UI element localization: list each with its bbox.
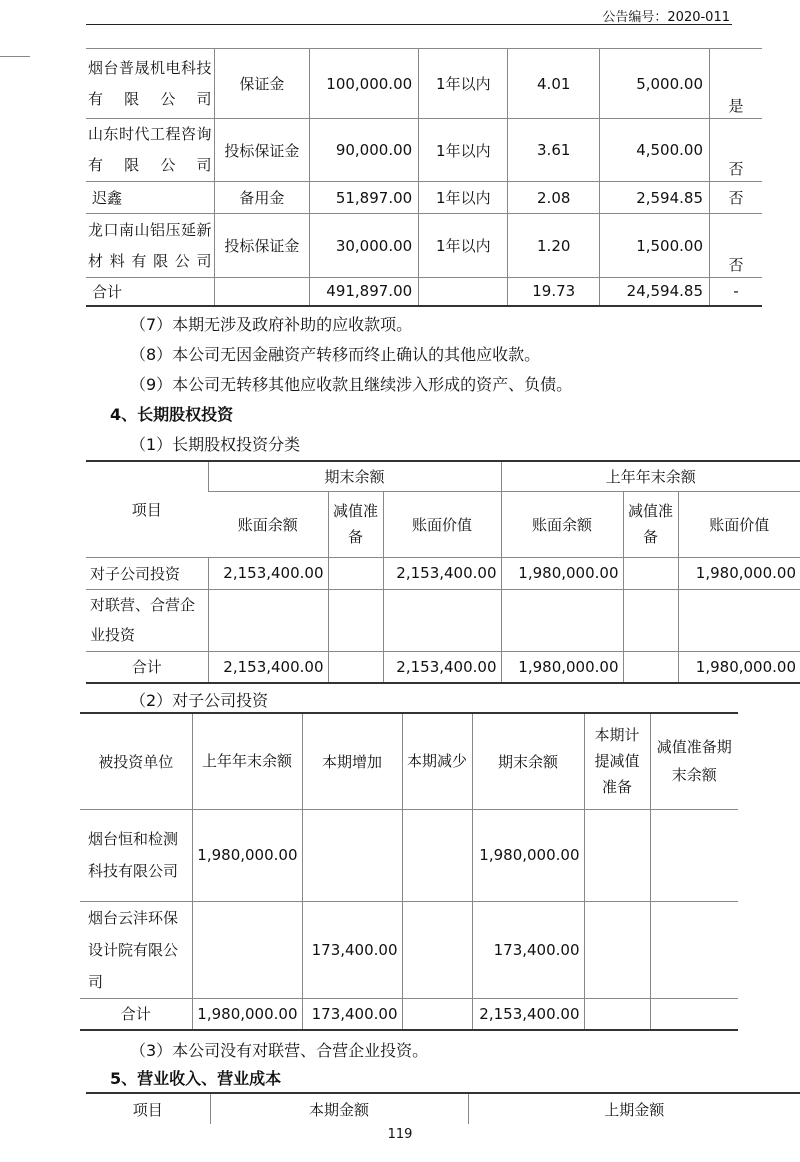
end-book-value: 2,153,400.00 <box>383 557 501 589</box>
total-row <box>86 278 762 306</box>
header-item: 项目 <box>86 1093 210 1124</box>
unit-name: 山东时代工程咨询有限公司 <box>86 119 214 182</box>
end-impairment <box>328 651 383 683</box>
equity-investment-classification-table <box>86 460 800 684</box>
margin-mark <box>0 56 30 57</box>
aging: 1年以内 <box>419 182 508 214</box>
prev-impairment <box>623 557 678 589</box>
header-book-value: 账面价值 <box>678 491 800 557</box>
related-flag: 否 <box>710 214 763 278</box>
total-related: - <box>710 278 763 306</box>
ratio: 2.08 <box>508 182 600 214</box>
note-9: （9）本公司无转移其他应收款且继续涉入形成的资产、负债。 <box>130 375 573 394</box>
prev-book-balance: 1,980,000.00 <box>501 651 623 683</box>
page-number: 119 <box>387 1127 413 1142</box>
header-item: 项目 <box>86 461 208 557</box>
row-label: 对联营、合营企业投资 <box>86 589 208 651</box>
provision: 1,500.00 <box>599 214 709 278</box>
related-flag: 是 <box>710 49 763 119</box>
aging: 1年以内 <box>419 49 508 119</box>
table-row <box>86 119 762 182</box>
decrease <box>402 809 472 901</box>
total-increase: 173,400.00 <box>302 998 402 1030</box>
total-impairment-end <box>650 998 738 1030</box>
header-row <box>86 1093 800 1124</box>
amount: 30,000.00 <box>310 214 419 278</box>
total-row <box>86 651 800 683</box>
end-book-balance: 2,153,400.00 <box>208 651 328 683</box>
subsection-2-heading: （2）对子公司投资 <box>130 691 269 710</box>
provision: 4,500.00 <box>599 119 709 182</box>
end-book-value: 2,153,400.00 <box>383 651 501 683</box>
prev-book-value <box>678 589 800 651</box>
ratio: 1.20 <box>508 214 600 278</box>
section-4-heading: 4、长期股权投资 <box>110 405 234 424</box>
header-previous: 上期金额 <box>468 1093 800 1124</box>
prev-end <box>192 901 302 998</box>
table-row <box>86 589 800 651</box>
unit-name: 龙口南山铝压延新材料有限公司 <box>86 214 214 278</box>
total-prev-end: 1,980,000.00 <box>192 998 302 1030</box>
announcement-number: 公告编号：2020-011 <box>602 10 730 25</box>
total-row <box>80 998 738 1030</box>
related-flag: 否 <box>710 119 763 182</box>
investee-name: 烟台恒和检测科技有限公司 <box>80 809 192 901</box>
section-5-heading: 5、营业收入、营业成本 <box>110 1069 282 1088</box>
provision: 5,000.00 <box>599 49 709 119</box>
header-end-balance: 期末余额 <box>208 461 501 491</box>
table-row <box>86 182 762 214</box>
impairment-end <box>650 809 738 901</box>
header-decrease: 本期减少 <box>402 713 472 809</box>
prev-impairment <box>623 651 678 683</box>
subsection-3-note: （3）本公司没有对联营、合营企业投资。 <box>130 1041 429 1060</box>
total-amount: 491,897.00 <box>310 278 419 306</box>
header-impairment-accrued: 本期计提减值准备 <box>584 713 650 809</box>
end-impairment <box>328 557 383 589</box>
header-book-value: 账面价值 <box>383 491 501 557</box>
table-row <box>80 901 738 998</box>
end-balance: 173,400.00 <box>472 901 584 998</box>
header-book-balance: 账面余额 <box>501 491 623 557</box>
header-prev-balance: 上年年末余额 <box>501 461 800 491</box>
header-prev-end: 上年年末余额 <box>192 713 302 809</box>
prev-book-balance: 1,980,000.00 <box>501 557 623 589</box>
nature: 备用金 <box>214 182 310 214</box>
total-impairment-accrued <box>584 998 650 1030</box>
table-row <box>86 557 800 589</box>
subsidiary-investment-table <box>80 712 738 1031</box>
total-label: 合计 <box>86 651 208 683</box>
decrease <box>402 901 472 998</box>
header-end-balance: 期末余额 <box>472 713 584 809</box>
increase <box>302 809 402 901</box>
header-impairment-end: 减值准备期末余额 <box>650 713 738 809</box>
total-ratio: 19.73 <box>508 278 600 306</box>
unit-name: 烟台普晟机电科技有限公司 <box>86 49 214 119</box>
unit-name: 迟鑫 <box>86 182 214 214</box>
end-book-value <box>383 589 501 651</box>
total-provision: 24,594.85 <box>599 278 709 306</box>
investee-name: 烟台云沣环保设计院有限公司 <box>80 901 192 998</box>
table-row <box>86 214 762 278</box>
aging: 1年以内 <box>419 119 508 182</box>
prev-book-balance <box>501 589 623 651</box>
nature: 投标保证金 <box>214 214 310 278</box>
revenue-cost-table <box>86 1092 800 1124</box>
amount: 90,000.00 <box>310 119 419 182</box>
table-row <box>86 49 762 119</box>
provision: 2,594.85 <box>599 182 709 214</box>
end-balance: 1,980,000.00 <box>472 809 584 901</box>
total-label: 合计 <box>86 278 214 306</box>
total-end-balance: 2,153,400.00 <box>472 998 584 1030</box>
prev-book-value: 1,980,000.00 <box>678 651 800 683</box>
prev-end: 1,980,000.00 <box>192 809 302 901</box>
ratio: 4.01 <box>508 49 600 119</box>
nature: 投标保证金 <box>214 119 310 182</box>
total-decrease <box>402 998 472 1030</box>
header-current: 本期金额 <box>210 1093 468 1124</box>
total-label: 合计 <box>80 998 192 1030</box>
prev-impairment <box>623 589 678 651</box>
end-book-balance <box>208 589 328 651</box>
amount: 51,897.00 <box>310 182 419 214</box>
other-receivables-table <box>86 48 762 307</box>
subsection-1-heading: （1）长期股权投资分类 <box>130 435 301 454</box>
row-label: 对子公司投资 <box>86 557 208 589</box>
impairment-end <box>650 901 738 998</box>
note-8: （8）本公司无因金融资产转移而终止确认的其他应收款。 <box>130 345 541 364</box>
header-row <box>86 461 800 491</box>
ratio: 3.61 <box>508 119 600 182</box>
table-row <box>80 809 738 901</box>
header-increase: 本期增加 <box>302 713 402 809</box>
prev-book-value: 1,980,000.00 <box>678 557 800 589</box>
header-investee: 被投资单位 <box>80 713 192 809</box>
amount: 100,000.00 <box>310 49 419 119</box>
increase: 173,400.00 <box>302 901 402 998</box>
empty-cell <box>419 278 508 306</box>
end-impairment <box>328 589 383 651</box>
header-row <box>80 713 738 809</box>
nature: 保证金 <box>214 49 310 119</box>
header-impairment: 减值准备 <box>623 491 678 557</box>
note-7: （7）本期无涉及政府补助的应收款项。 <box>130 315 413 334</box>
empty-cell <box>214 278 310 306</box>
header-rule <box>86 24 732 25</box>
header-book-balance: 账面余额 <box>208 491 328 557</box>
end-book-balance: 2,153,400.00 <box>208 557 328 589</box>
impairment-accrued <box>584 809 650 901</box>
aging: 1年以内 <box>419 214 508 278</box>
header-impairment: 减值准备 <box>328 491 383 557</box>
related-flag: 否 <box>710 182 763 214</box>
impairment-accrued <box>584 901 650 998</box>
